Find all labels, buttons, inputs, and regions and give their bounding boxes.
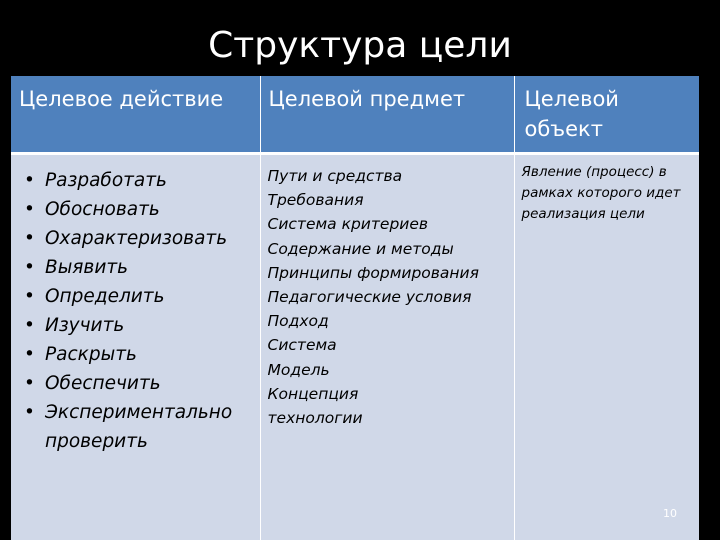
- header-target-action: Целевое действие: [11, 76, 260, 154]
- list-item: Концепция: [267, 384, 359, 403]
- list-item: • Обеспечить: [24, 369, 259, 398]
- list-item: • Определить: [24, 282, 259, 311]
- subjects-list: [262, 156, 513, 430]
- list-item: Модель: [267, 360, 330, 379]
- list-item: Педагогические условия: [267, 288, 472, 307]
- list-item: • Разработать: [24, 166, 259, 195]
- actions-list: [12, 156, 259, 456]
- list-item: Система: [267, 336, 337, 355]
- object-description: Явление (процесс) в рамках которого идет реализация цели: [521, 164, 681, 222]
- object-cell: [514, 154, 699, 540]
- table-header-row: [11, 76, 699, 154]
- list-item: Подход: [267, 312, 329, 331]
- table-body-row: [11, 154, 699, 540]
- slide-title: Структура цели: [208, 25, 512, 66]
- list-item: Принципы формирования: [267, 263, 479, 282]
- list-item: • Раскрыть: [24, 340, 259, 369]
- subjects-cell: [260, 154, 514, 540]
- list-item: • Выявить: [24, 253, 259, 282]
- actions-cell: [11, 154, 260, 540]
- goal-structure-table: [11, 76, 699, 540]
- list-item: Содержание и методы: [267, 239, 454, 258]
- page-number: 10: [663, 507, 677, 520]
- list-item: Пути и средства: [267, 167, 403, 185]
- list-item: • Охарактеризовать: [24, 224, 259, 253]
- list-item: Система критериев: [267, 215, 429, 234]
- header-target-subject: Целевой предмет: [260, 76, 514, 154]
- list-item: технологии: [267, 409, 363, 428]
- list-item: • Обосновать: [24, 195, 259, 224]
- list-item: • Экспериментально проверить: [24, 398, 259, 456]
- list-item: Требования: [267, 191, 364, 210]
- list-item: • Изучить: [24, 311, 259, 340]
- header-target-object: Целевой объект: [514, 76, 699, 154]
